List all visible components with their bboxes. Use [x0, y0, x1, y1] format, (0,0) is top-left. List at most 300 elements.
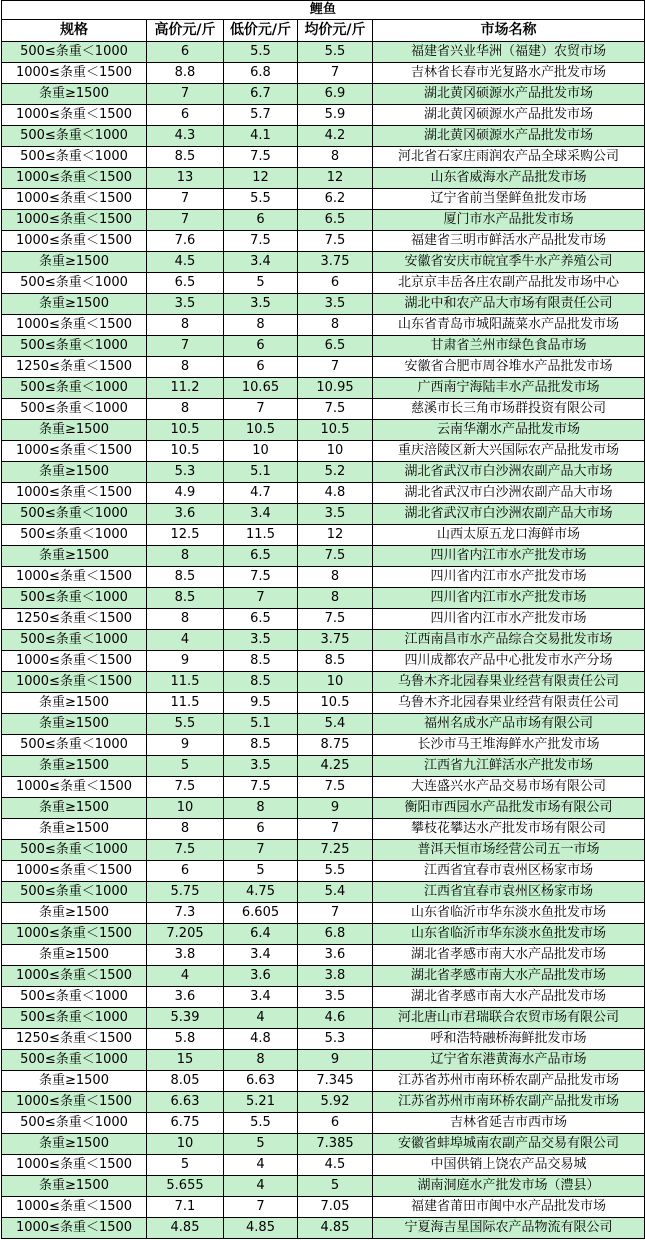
table-row — [2, 105, 645, 126]
cell-low-price: 5.1 — [224, 462, 298, 483]
cell-spec: 500≤条重＜1000 — [2, 1050, 147, 1071]
cell-market-name: 宁夏海吉星国际农产品物流有限公司 — [373, 1218, 645, 1239]
cell-market-name: 福建省三明市鲜活水产品批发市场 — [373, 231, 645, 252]
cell-high-price: 4 — [147, 966, 224, 987]
cell-spec: 500≤条重＜1000 — [2, 525, 147, 546]
cell-low-price: 3.4 — [224, 252, 298, 273]
cell-spec: 1000≤条重＜1500 — [2, 63, 147, 84]
cell-avg-price: 3.75 — [298, 252, 373, 273]
cell-market-name: 安徽省合肥市周谷堆水产品批发市场 — [373, 357, 645, 378]
cell-spec: 500≤条重＜1000 — [2, 987, 147, 1008]
cell-low-price: 6.7 — [224, 84, 298, 105]
cell-avg-price: 4.6 — [298, 1008, 373, 1029]
cell-avg-price: 6.9 — [298, 84, 373, 105]
cell-low-price: 4.75 — [224, 882, 298, 903]
table-row — [2, 966, 645, 987]
cell-avg-price: 7 — [298, 903, 373, 924]
cell-high-price: 12.5 — [147, 525, 224, 546]
cell-high-price: 6.5 — [147, 273, 224, 294]
table-row — [2, 84, 645, 105]
cell-spec: 500≤条重＜1000 — [2, 378, 147, 399]
cell-high-price: 3.6 — [147, 504, 224, 525]
cell-high-price: 7.5 — [147, 840, 224, 861]
cell-spec: 1000≤条重＜1500 — [2, 567, 147, 588]
cell-avg-price: 7.5 — [298, 231, 373, 252]
cell-high-price: 5.3 — [147, 462, 224, 483]
cell-avg-price: 8.75 — [298, 735, 373, 756]
cell-high-price: 8 — [147, 315, 224, 336]
cell-spec: 1000≤条重＜1500 — [2, 105, 147, 126]
table-row — [2, 1050, 645, 1071]
cell-high-price: 8 — [147, 399, 224, 420]
cell-high-price: 10.5 — [147, 420, 224, 441]
cell-avg-price: 8 — [298, 567, 373, 588]
cell-avg-price: 3.5 — [298, 504, 373, 525]
cell-high-price: 13 — [147, 168, 224, 189]
table-row — [2, 798, 645, 819]
cell-low-price: 8 — [224, 1050, 298, 1071]
cell-spec: 1000≤条重＜1500 — [2, 210, 147, 231]
table-title-row — [2, 1, 645, 20]
cell-high-price: 11.5 — [147, 693, 224, 714]
cell-spec: 1250≤条重＜1500 — [2, 357, 147, 378]
cell-avg-price: 7.345 — [298, 1071, 373, 1092]
cell-high-price: 6 — [147, 42, 224, 63]
cell-avg-price: 6.2 — [298, 189, 373, 210]
cell-market-name: 四川省内江市水产批发市场 — [373, 609, 645, 630]
cell-low-price: 5 — [224, 1134, 298, 1155]
cell-market-name: 辽宁省东港黄海水产品市场 — [373, 1050, 645, 1071]
cell-avg-price: 8.5 — [298, 651, 373, 672]
cell-avg-price: 8 — [298, 147, 373, 168]
cell-avg-price: 10 — [298, 441, 373, 462]
cell-avg-price: 7.5 — [298, 546, 373, 567]
cell-avg-price: 7 — [298, 63, 373, 84]
table-row — [2, 693, 645, 714]
cell-low-price: 8 — [224, 798, 298, 819]
cell-avg-price: 6.5 — [298, 336, 373, 357]
cell-low-price: 7 — [224, 1197, 298, 1218]
cell-high-price: 5.39 — [147, 1008, 224, 1029]
cell-market-name: 云南华潮水产品批发市场 — [373, 420, 645, 441]
cell-market-name: 河北唐山市君瑞联合农贸市场有限公司 — [373, 1008, 645, 1029]
cell-low-price: 3.4 — [224, 504, 298, 525]
cell-market-name: 长沙市马王堆海鲜水产批发市场 — [373, 735, 645, 756]
table-row — [2, 735, 645, 756]
cell-spec: 500≤条重＜1000 — [2, 399, 147, 420]
table-row — [2, 168, 645, 189]
cell-low-price: 10.5 — [224, 420, 298, 441]
cell-high-price: 7.205 — [147, 924, 224, 945]
cell-avg-price: 4.5 — [298, 1155, 373, 1176]
cell-low-price: 9.5 — [224, 693, 298, 714]
cell-high-price: 9 — [147, 651, 224, 672]
cell-market-name: 湖北黄冈硕源水产品批发市场 — [373, 105, 645, 126]
cell-high-price: 8.8 — [147, 63, 224, 84]
cell-spec: 条重≥1500 — [2, 462, 147, 483]
cell-spec: 500≤条重＜1000 — [2, 840, 147, 861]
table-row — [2, 1134, 645, 1155]
cell-avg-price: 3.8 — [298, 966, 373, 987]
table-row — [2, 1197, 645, 1218]
cell-market-name: 广西南宁海陆丰水产品批发市场 — [373, 378, 645, 399]
cell-avg-price: 12 — [298, 525, 373, 546]
table-row — [2, 504, 645, 525]
table-row — [2, 777, 645, 798]
table-title: 鲤鱼 — [2, 1, 645, 20]
cell-high-price: 4.3 — [147, 126, 224, 147]
cell-avg-price: 10.5 — [298, 420, 373, 441]
cell-high-price: 5.5 — [147, 714, 224, 735]
cell-high-price: 10.5 — [147, 441, 224, 462]
table-row — [2, 126, 645, 147]
cell-high-price: 7.6 — [147, 231, 224, 252]
cell-spec: 500≤条重＜1000 — [2, 147, 147, 168]
cell-low-price: 7.5 — [224, 777, 298, 798]
cell-spec: 1000≤条重＜1500 — [2, 777, 147, 798]
cell-spec: 1000≤条重＜1500 — [2, 168, 147, 189]
cell-market-name: 湖北省武汉市白沙洲农副产品大市场 — [373, 483, 645, 504]
header-market-name: 市场名称 — [373, 20, 645, 42]
cell-high-price: 5 — [147, 1155, 224, 1176]
cell-market-name: 湖北省武汉市白沙洲农副产品大市场 — [373, 504, 645, 525]
cell-high-price: 8 — [147, 546, 224, 567]
carp-price-table — [1, 0, 645, 1239]
cell-spec: 1000≤条重＜1500 — [2, 924, 147, 945]
cell-high-price: 8 — [147, 357, 224, 378]
cell-spec: 1000≤条重＜1500 — [2, 672, 147, 693]
cell-market-name: 乌鲁木齐北园春果业经营有限责任公司 — [373, 693, 645, 714]
cell-low-price: 7.5 — [224, 567, 298, 588]
cell-low-price: 3.4 — [224, 945, 298, 966]
header-spec: 规格 — [2, 20, 147, 42]
cell-spec: 条重≥1500 — [2, 714, 147, 735]
table-row — [2, 546, 645, 567]
cell-market-name: 山东省临沂市华东淡水鱼批发市场 — [373, 903, 645, 924]
table-row — [2, 1008, 645, 1029]
cell-avg-price: 6.8 — [298, 924, 373, 945]
cell-spec: 条重≥1500 — [2, 819, 147, 840]
cell-market-name: 吉林省延吉市西市场 — [373, 1113, 645, 1134]
cell-low-price: 3.5 — [224, 294, 298, 315]
cell-market-name: 呼和浩特融桥海鲜批发市场 — [373, 1029, 645, 1050]
cell-low-price: 4 — [224, 1008, 298, 1029]
cell-high-price: 5 — [147, 756, 224, 777]
cell-low-price: 3.6 — [224, 966, 298, 987]
cell-low-price: 7 — [224, 840, 298, 861]
cell-spec: 1000≤条重＜1500 — [2, 441, 147, 462]
cell-market-name: 山东省威海水产品批发市场 — [373, 168, 645, 189]
cell-market-name: 江西省九江鲜活水产批发市场 — [373, 756, 645, 777]
cell-avg-price: 6.5 — [298, 210, 373, 231]
table-row — [2, 924, 645, 945]
cell-low-price: 6 — [224, 819, 298, 840]
cell-spec: 1000≤条重＜1500 — [2, 315, 147, 336]
cell-low-price: 6.8 — [224, 63, 298, 84]
cell-spec: 1000≤条重＜1500 — [2, 483, 147, 504]
table-row — [2, 315, 645, 336]
cell-high-price: 3.6 — [147, 987, 224, 1008]
cell-high-price: 11.5 — [147, 672, 224, 693]
table-header-row — [2, 20, 645, 42]
cell-avg-price: 7.385 — [298, 1134, 373, 1155]
cell-high-price: 15 — [147, 1050, 224, 1071]
cell-low-price: 6.605 — [224, 903, 298, 924]
cell-low-price: 10 — [224, 441, 298, 462]
table-row — [2, 483, 645, 504]
table-row — [2, 987, 645, 1008]
cell-low-price: 8.5 — [224, 735, 298, 756]
table-row — [2, 903, 645, 924]
cell-market-name: 安徽省安庆市皖宜季牛水产养殖公司 — [373, 252, 645, 273]
cell-avg-price: 12 — [298, 168, 373, 189]
cell-market-name: 攀枝花攀达水产批发市场有限公司 — [373, 819, 645, 840]
table-row — [2, 567, 645, 588]
table-row — [2, 714, 645, 735]
cell-high-price: 8 — [147, 609, 224, 630]
cell-spec: 500≤条重＜1000 — [2, 273, 147, 294]
cell-high-price: 6 — [147, 861, 224, 882]
cell-spec: 条重≥1500 — [2, 798, 147, 819]
cell-market-name: 安徽省蚌埠城南农副产品交易有限公司 — [373, 1134, 645, 1155]
cell-low-price: 6.4 — [224, 924, 298, 945]
table-row — [2, 840, 645, 861]
cell-avg-price: 9 — [298, 1050, 373, 1071]
cell-low-price: 5 — [224, 861, 298, 882]
cell-low-price: 5.21 — [224, 1092, 298, 1113]
table-row — [2, 1071, 645, 1092]
cell-spec: 条重≥1500 — [2, 903, 147, 924]
cell-low-price: 5.5 — [224, 1113, 298, 1134]
cell-market-name: 四川成都农产品中心批发市水产分场 — [373, 651, 645, 672]
cell-market-name: 湖南洞庭水产批发市场（澧县） — [373, 1176, 645, 1197]
table-row — [2, 861, 645, 882]
cell-market-name: 大连盛兴水产品交易市场有限公司 — [373, 777, 645, 798]
cell-high-price: 7.5 — [147, 777, 224, 798]
cell-high-price: 10 — [147, 1134, 224, 1155]
cell-spec: 500≤条重＜1000 — [2, 882, 147, 903]
cell-market-name: 普洱天恒市场经营公司五一市场 — [373, 840, 645, 861]
cell-high-price: 10 — [147, 798, 224, 819]
cell-avg-price: 5.92 — [298, 1092, 373, 1113]
cell-market-name: 福州名成水产品市场有限公司 — [373, 714, 645, 735]
cell-spec: 500≤条重＜1000 — [2, 336, 147, 357]
cell-market-name: 四川省内江市水产批发市场 — [373, 588, 645, 609]
cell-high-price: 7.3 — [147, 903, 224, 924]
cell-spec: 1000≤条重＜1500 — [2, 231, 147, 252]
table-row — [2, 420, 645, 441]
cell-spec: 条重≥1500 — [2, 420, 147, 441]
table-row — [2, 357, 645, 378]
table-row — [2, 756, 645, 777]
cell-spec: 条重≥1500 — [2, 546, 147, 567]
cell-high-price: 8.05 — [147, 1071, 224, 1092]
table-row — [2, 819, 645, 840]
cell-market-name: 湖北黄冈硕源水产品批发市场 — [373, 84, 645, 105]
cell-high-price: 7 — [147, 84, 224, 105]
cell-high-price: 8 — [147, 819, 224, 840]
cell-avg-price: 5.5 — [298, 42, 373, 63]
cell-market-name: 山西太原五龙口海鲜市场 — [373, 525, 645, 546]
cell-avg-price: 7.25 — [298, 840, 373, 861]
cell-avg-price: 8 — [298, 588, 373, 609]
table-row — [2, 378, 645, 399]
cell-low-price: 6.5 — [224, 609, 298, 630]
cell-avg-price: 8 — [298, 315, 373, 336]
cell-spec: 1000≤条重＜1500 — [2, 861, 147, 882]
cell-low-price: 8 — [224, 315, 298, 336]
cell-low-price: 6.63 — [224, 1071, 298, 1092]
cell-market-name: 甘肃省兰州市绿色食品市场 — [373, 336, 645, 357]
cell-market-name: 湖北中和农产品大市场有限责任公司 — [373, 294, 645, 315]
cell-spec: 条重≥1500 — [2, 294, 147, 315]
cell-high-price: 4.85 — [147, 1218, 224, 1239]
cell-low-price: 7.5 — [224, 147, 298, 168]
table-row — [2, 1218, 645, 1239]
cell-avg-price: 7 — [298, 357, 373, 378]
cell-spec: 条重≥1500 — [2, 693, 147, 714]
header-low-price: 低价元/斤 — [224, 20, 298, 42]
cell-market-name: 中国供销上饶农产品交易城 — [373, 1155, 645, 1176]
table-row — [2, 1092, 645, 1113]
cell-low-price: 6.5 — [224, 546, 298, 567]
cell-low-price: 5.5 — [224, 42, 298, 63]
cell-spec: 1000≤条重＜1500 — [2, 966, 147, 987]
cell-market-name: 江西南昌市水产品综合交易批发市场 — [373, 630, 645, 651]
table-row — [2, 588, 645, 609]
cell-low-price: 4.8 — [224, 1029, 298, 1050]
cell-avg-price: 10.95 — [298, 378, 373, 399]
cell-spec: 条重≥1500 — [2, 84, 147, 105]
table-row — [2, 42, 645, 63]
cell-high-price: 8.5 — [147, 147, 224, 168]
cell-spec: 条重≥1500 — [2, 1071, 147, 1092]
cell-avg-price: 4.2 — [298, 126, 373, 147]
cell-market-name: 慈溪市长三角市场群投资有限公司 — [373, 399, 645, 420]
cell-market-name: 江西省宜春市袁州区杨家市场 — [373, 882, 645, 903]
cell-high-price: 4.9 — [147, 483, 224, 504]
cell-low-price: 5.1 — [224, 714, 298, 735]
cell-high-price: 8.5 — [147, 567, 224, 588]
cell-avg-price: 5.4 — [298, 882, 373, 903]
table-row — [2, 462, 645, 483]
cell-high-price: 6.75 — [147, 1113, 224, 1134]
cell-market-name: 湖北省武汉市白沙洲农副产品大市场 — [373, 462, 645, 483]
cell-avg-price: 3.5 — [298, 987, 373, 1008]
cell-avg-price: 4.85 — [298, 1218, 373, 1239]
cell-avg-price: 4.25 — [298, 756, 373, 777]
cell-spec: 500≤条重＜1000 — [2, 126, 147, 147]
cell-market-name: 乌鲁木齐北园春果业经营有限责任公司 — [373, 672, 645, 693]
cell-spec: 1000≤条重＜1500 — [2, 651, 147, 672]
table-row — [2, 882, 645, 903]
table-row — [2, 147, 645, 168]
cell-high-price: 3.8 — [147, 945, 224, 966]
table-row — [2, 441, 645, 462]
table-row — [2, 189, 645, 210]
cell-spec: 1250≤条重＜1500 — [2, 609, 147, 630]
cell-spec: 条重≥1500 — [2, 252, 147, 273]
cell-low-price: 12 — [224, 168, 298, 189]
cell-market-name: 福建省兴业华洲（福建）农贸市场 — [373, 42, 645, 63]
header-high-price: 高价元/斤 — [147, 20, 224, 42]
cell-spec: 1000≤条重＜1500 — [2, 1218, 147, 1239]
cell-market-name: 河北省石家庄雨润农产品全球采购公司 — [373, 147, 645, 168]
header-avg-price: 均价元/斤 — [298, 20, 373, 42]
cell-high-price: 5.8 — [147, 1029, 224, 1050]
table-row — [2, 294, 645, 315]
table-row — [2, 630, 645, 651]
cell-spec: 500≤条重＜1000 — [2, 630, 147, 651]
cell-spec: 500≤条重＜1000 — [2, 504, 147, 525]
cell-avg-price: 6 — [298, 1113, 373, 1134]
cell-avg-price: 9 — [298, 798, 373, 819]
cell-low-price: 11.5 — [224, 525, 298, 546]
cell-market-name: 辽宁省前当堡鲜鱼批发市场 — [373, 189, 645, 210]
table-row — [2, 231, 645, 252]
cell-high-price: 5.655 — [147, 1176, 224, 1197]
cell-high-price: 11.2 — [147, 378, 224, 399]
cell-spec: 500≤条重＜1000 — [2, 42, 147, 63]
cell-low-price: 8.5 — [224, 651, 298, 672]
cell-market-name: 重庆涪陵区新大兴国际农产品批发市场 — [373, 441, 645, 462]
cell-market-name: 湖北省孝感市南大水产品批发市场 — [373, 966, 645, 987]
cell-market-name: 福建省莆田市闽中水产品批发市场 — [373, 1197, 645, 1218]
cell-high-price: 7.1 — [147, 1197, 224, 1218]
cell-market-name: 湖北省孝感市南大水产品批发市场 — [373, 945, 645, 966]
table-row — [2, 609, 645, 630]
table-row — [2, 672, 645, 693]
cell-market-name: 衡阳市西园水产品批发市场有限公司 — [373, 798, 645, 819]
table-row — [2, 273, 645, 294]
cell-market-name: 江西省宜春市袁州区杨家市场 — [373, 861, 645, 882]
cell-low-price: 6 — [224, 210, 298, 231]
table-row — [2, 525, 645, 546]
table-row — [2, 63, 645, 84]
cell-high-price: 7 — [147, 210, 224, 231]
cell-low-price: 7 — [224, 399, 298, 420]
cell-high-price: 4 — [147, 630, 224, 651]
cell-avg-price: 7.5 — [298, 399, 373, 420]
cell-high-price: 8.5 — [147, 588, 224, 609]
cell-avg-price: 7.5 — [298, 609, 373, 630]
cell-high-price: 6 — [147, 105, 224, 126]
cell-market-name: 四川省内江市水产批发市场 — [373, 567, 645, 588]
cell-avg-price: 5.3 — [298, 1029, 373, 1050]
cell-avg-price: 10.5 — [298, 693, 373, 714]
cell-spec: 1250≤条重＜1500 — [2, 1029, 147, 1050]
cell-market-name: 江苏省苏州市南环桥农副产品批发市场 — [373, 1092, 645, 1113]
cell-high-price: 9 — [147, 735, 224, 756]
cell-low-price: 7 — [224, 588, 298, 609]
cell-spec: 1000≤条重＜1500 — [2, 1092, 147, 1113]
cell-spec: 500≤条重＜1000 — [2, 588, 147, 609]
cell-avg-price: 5.2 — [298, 462, 373, 483]
cell-avg-price: 4.8 — [298, 483, 373, 504]
cell-low-price: 8.5 — [224, 672, 298, 693]
cell-low-price: 4 — [224, 1155, 298, 1176]
cell-spec: 条重≥1500 — [2, 1134, 147, 1155]
cell-low-price: 4 — [224, 1176, 298, 1197]
cell-low-price: 3.5 — [224, 630, 298, 651]
cell-low-price: 3.5 — [224, 756, 298, 777]
cell-avg-price: 5.9 — [298, 105, 373, 126]
cell-spec: 500≤条重＜1000 — [2, 1008, 147, 1029]
cell-spec: 1000≤条重＜1500 — [2, 1155, 147, 1176]
cell-low-price: 6 — [224, 336, 298, 357]
cell-avg-price: 5.5 — [298, 861, 373, 882]
cell-low-price: 6 — [224, 357, 298, 378]
